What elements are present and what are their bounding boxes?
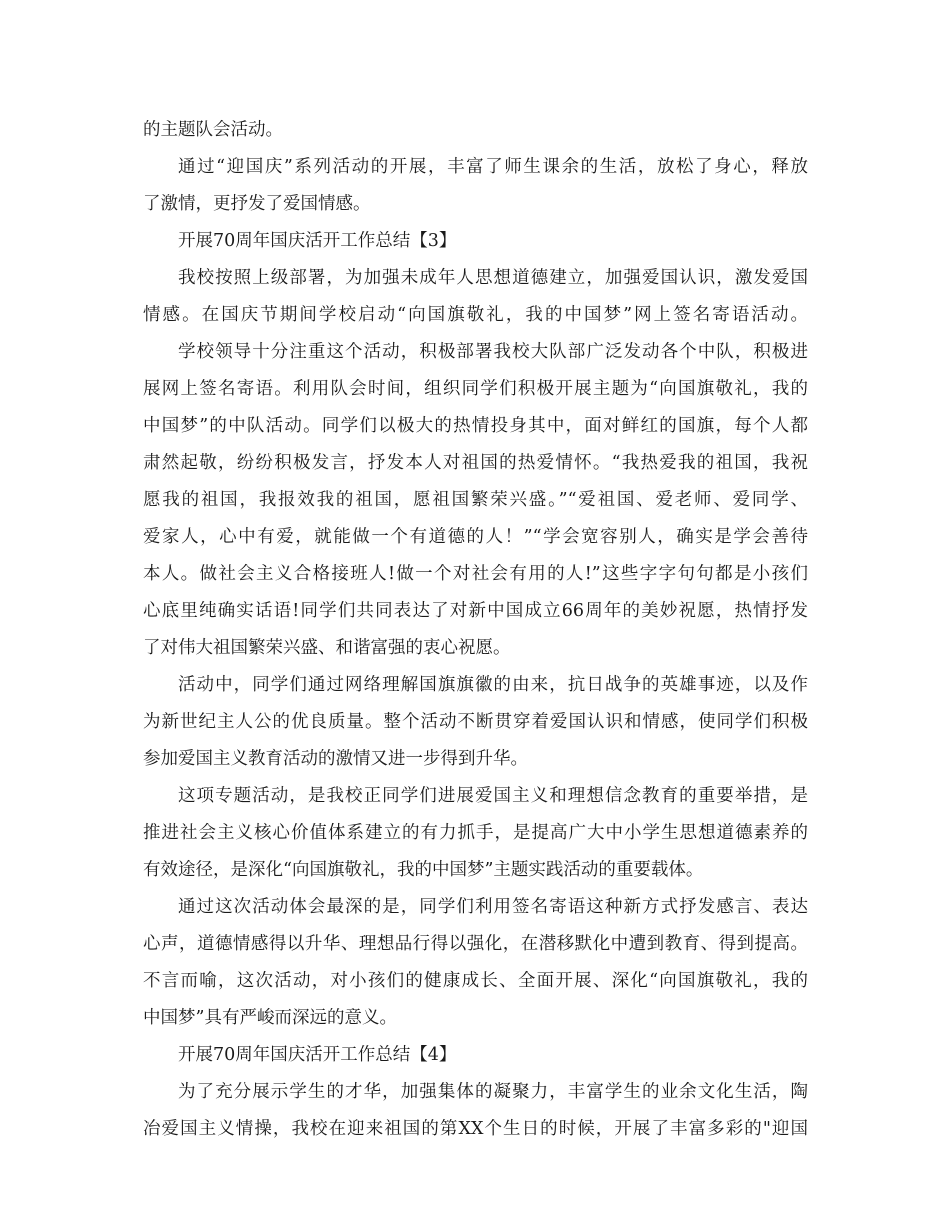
text-line: 中国梦”具有严峻而深远的意义。 (143, 1008, 397, 1028)
text-line: 爱家人，心中有爱，就能做一个有道德的人！”“学会宽容别人，确实是学会善待 (143, 527, 808, 547)
text-line: 参加爱国主义教育活动的激情又进一步得到升华。 (143, 749, 528, 769)
text-line: 为新世纪主人公的优良质量。整个活动不断贯穿着爱国认识和情感，使同学们积极 (143, 712, 808, 732)
text-line: 通过“迎国庆”系列活动的开展，丰富了师生课余的生活，放松了身心，释放 (178, 157, 808, 177)
text-line: 了对伟大祖国繁荣兴盛、和谐富强的衷心祝愿。 (143, 638, 511, 658)
text-line: 了激情，更抒发了爱国情感。 (143, 194, 371, 214)
text-line: 推进社会主义核心价值体系建立的有力抓手，是提高广大中小学生思想道德素养的 (143, 823, 808, 843)
text-line: 本人。做社会主义合格接班人!做一个对社会有用的人!”这些字字句句都是小孩们 (143, 564, 808, 584)
text-line: 活动中，同学们通过网络理解国旗旗徽的由来，抗日战争的英雄事迹，以及作 (178, 675, 808, 695)
text-line: 我校按照上级部署，为加强未成年人思想道德建立，加强爱国认识，激发爱国 (178, 268, 808, 288)
text-line: 中国梦”的中队活动。同学们以极大的热情投身其中，面对鲜红的国旗，每个人都 (143, 416, 808, 436)
text-line: 展网上签名寄语。利用队会时间，组织同学们积极开展主题为“向国旗敬礼，我的 (143, 379, 808, 399)
text-line: 情感。在国庆节期间学校启动“向国旗敬礼，我的中国梦”网上签名寄语活动。 (143, 305, 808, 325)
text-line: 开展70周年国庆活开工作总结【4】 (178, 1045, 457, 1065)
text-line: 的主题队会活动。 (143, 120, 283, 140)
text-line: 心底里纯确实话语!同学们共同表达了对新中国成立66周年的美妙祝愿，热情抒发 (143, 601, 808, 621)
text-line: 通过这次活动体会最深的是，同学们利用签名寄语这种新方式抒发感言、表达 (178, 897, 808, 917)
text-line: 不言而喻，这次活动，对小孩们的健康成长、全面开展、深化“向国旗敬礼，我的 (143, 971, 808, 991)
text-line: 为了充分展示学生的才华，加强集体的凝聚力，丰富学生的业余文化生活，陶 (178, 1082, 808, 1102)
text-line: 开展70周年国庆活开工作总结【3】 (178, 231, 457, 251)
document-body (143, 112, 808, 1148)
text-line: 有效途径，是深化“向国旗敬礼，我的中国梦”主题实践活动的重要载体。 (143, 860, 704, 880)
text-line: 愿我的祖国，我报效我的祖国，愿祖国繁荣兴盛。”“爱祖国、爱老师、爱同学、 (143, 490, 808, 510)
text-line: 心声，道德情感得以升华、理想品行得以强化，在潜移默化中遭到教育、得到提高。 (143, 934, 808, 954)
text-line: 学校领导十分注重这个活动，积极部署我校大队部广泛发动各个中队，积极进 (178, 342, 808, 362)
text-line: 肃然起敬，纷纷积极发言，抒发本人对祖国的热爱情怀。“我热爱我的祖国，我祝 (143, 453, 808, 473)
text-line: 这项专题活动，是我校正同学们进展爱国主义和理想信念教育的重要举措，是 (178, 786, 808, 806)
text-line: 冶爱国主义情操，我校在迎来祖国的第XX个生日的时候，开展了丰富多彩的"迎国 (143, 1119, 808, 1139)
